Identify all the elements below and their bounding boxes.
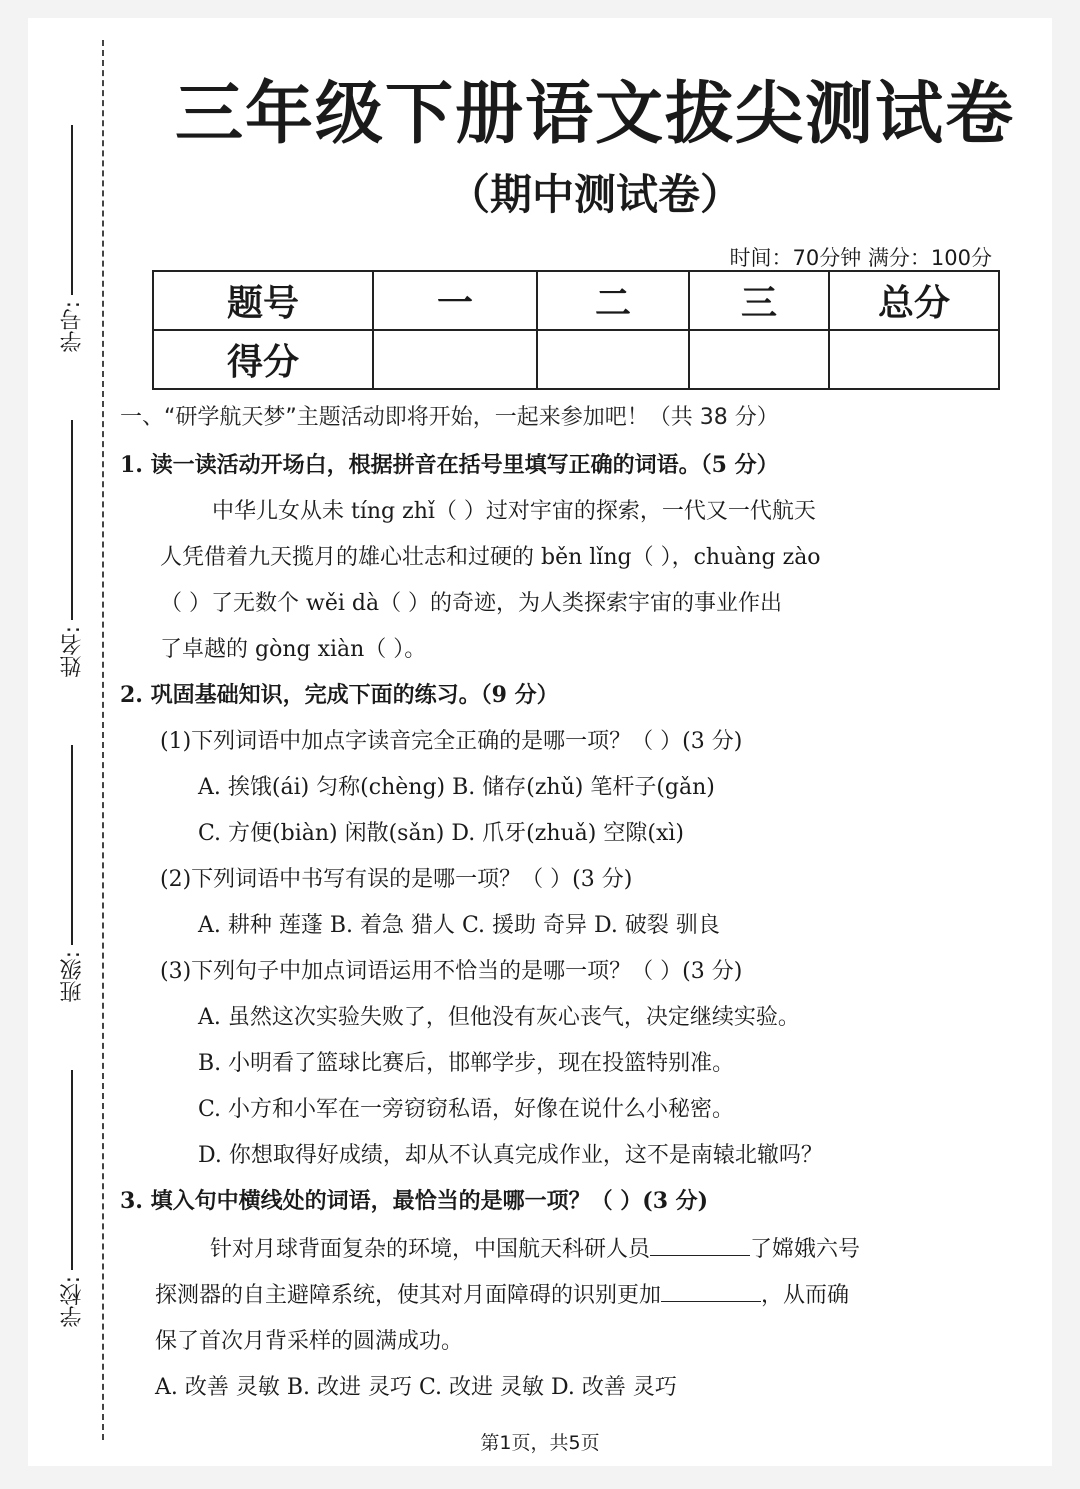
score-cell[interactable]	[689, 330, 829, 389]
side-line	[71, 1070, 73, 1270]
score-header-cell: 二	[537, 271, 689, 330]
side-school-label: 学校:	[59, 1276, 85, 1328]
question-1-line: 人凭借着九天揽月的雄心壮志和过硬的 běn lǐng（ ），chuàng zào	[160, 545, 821, 570]
side-line	[71, 420, 73, 620]
question-3-text: 针对月球背面复杂的环境，中国航天科研人员	[210, 1237, 651, 1262]
side-name	[58, 420, 86, 677]
score-header-cell: 三	[689, 271, 829, 330]
question-3-line	[155, 1278, 849, 1309]
score-header-cell: 总分	[829, 271, 999, 330]
binding-dashed-line	[102, 40, 104, 1440]
fill-blank[interactable]	[661, 1283, 761, 1302]
question-3-text: ，从而确	[761, 1283, 850, 1308]
fill-blank[interactable]	[650, 1237, 750, 1256]
question-2-sub-3-option: A. 虽然这次实验失败了，但他没有灰心丧气，决定继续实验。	[198, 1005, 800, 1030]
question-2-sub-3-option: D. 你想取得好成绩，却从不认真完成作业，这不是南辕北辙吗？	[198, 1143, 823, 1168]
score-cell[interactable]	[829, 330, 999, 389]
question-2-sub-3-option: B. 小明看了篮球比赛后，邯郸学步，现在投篮特别准。	[198, 1051, 735, 1076]
section-heading: 一、“研学航天梦”主题活动即将开始，一起来参加吧！（共 38 分）	[120, 405, 779, 430]
side-student-id	[58, 125, 86, 352]
score-header-cell: 题号	[153, 271, 373, 330]
question-2-sub-3-option: C. 小方和小军在一旁窃窃私语，好像在说什么小秘密。	[198, 1097, 735, 1122]
side-student-id-label: 学号:	[59, 301, 85, 353]
score-row-label: 得分	[153, 330, 373, 389]
question-1-line: （ ）了无数个 wěi dà（ ）的奇迹，为人类探索宇宙的事业作出	[160, 591, 783, 616]
score-cell[interactable]	[537, 330, 689, 389]
question-2-sub-1-options: C. 方便(biàn) 闲散(sǎn) D. 爪牙(zhuǎ) 空隙(xì)	[198, 821, 684, 846]
question-1-line: 中华儿女从未 tíng zhǐ（ ）过对宇宙的探索，一代又一代航天	[212, 499, 816, 524]
score-table-header-row	[153, 271, 999, 330]
page-footer: 第1页，共5页	[480, 1432, 600, 1454]
question-3-text: 探测器的自主避障系统，使其对月面障碍的识别更加	[155, 1283, 662, 1308]
question-3-text: 了嫦娥六号	[750, 1237, 861, 1262]
question-2-sub-3: (3)下列句子中加点词语运用不恰当的是哪一项？（ ）(3 分)	[160, 959, 743, 984]
side-name-label: 姓名:	[59, 626, 85, 678]
question-2-sub-2: (2)下列词语中书写有误的是哪一项？（ ）(3 分)	[160, 867, 633, 892]
side-school	[58, 1070, 86, 1327]
score-table-score-row	[153, 330, 999, 389]
exam-meta: 时间：70分钟 满分：100分	[729, 246, 992, 270]
page-subtitle: （期中测试卷）	[447, 170, 742, 219]
question-3-line: 保了首次月背采样的圆满成功。	[155, 1329, 464, 1354]
question-2-sub-1-options: A. 挨饿(ái) 匀称(chèng) B. 储存(zhǔ) 笔杆子(gǎn)	[198, 775, 715, 800]
question-2-sub-1: (1)下列词语中加点字读音完全正确的是哪一项？（ ）(3 分)	[160, 729, 743, 754]
page-title: 三年级下册语文拔尖测试卷	[174, 75, 1015, 154]
question-1-line: 了卓越的 gòng xiàn（ ）。	[160, 637, 427, 662]
side-class-label: 班级:	[59, 951, 85, 1003]
question-2-title: 2. 巩固基础知识，完成下面的练习。（9 分）	[120, 682, 559, 708]
side-line	[71, 125, 73, 295]
question-3-line	[210, 1232, 860, 1263]
question-3-title: 3. 填入句中横线处的词语，最恰当的是哪一项？（ ）(3 分)	[120, 1188, 709, 1214]
question-2-sub-2-options: A. 耕种 莲蓬 B. 着急 猎人 C. 援助 奇异 D. 破裂 驯良	[198, 913, 720, 938]
score-header-cell: 一	[373, 271, 537, 330]
score-cell[interactable]	[373, 330, 537, 389]
side-line	[71, 745, 73, 945]
score-table	[152, 270, 1000, 390]
question-1-title: 1. 读一读活动开场白，根据拼音在括号里填写正确的词语。（5 分）	[120, 452, 779, 478]
side-class	[58, 745, 86, 1002]
question-3-options: A. 改善 灵敏 B. 改进 灵巧 C. 改进 灵敏 D. 改善 灵巧	[155, 1375, 677, 1400]
